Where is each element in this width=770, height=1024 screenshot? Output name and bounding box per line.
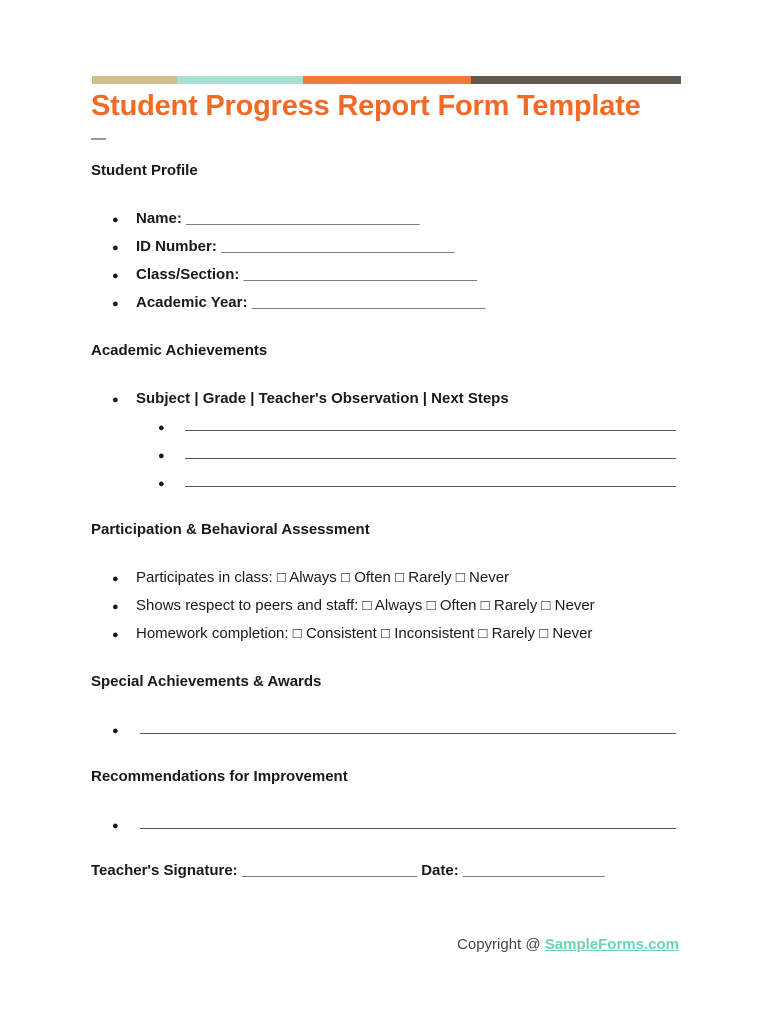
field-class-section[interactable]: Class/Section: ____________________________ — [136, 266, 478, 283]
recommendations-line[interactable] — [140, 828, 676, 829]
bullet-icon: ● — [112, 601, 119, 613]
academic-entry-line[interactable] — [185, 430, 676, 431]
footer-copyright — [457, 936, 679, 953]
signature-date-field[interactable]: Teacher's Signature: _____________________ Date: _________________ — [91, 862, 605, 879]
list-item-homework — [112, 625, 592, 642]
bullet-icon: ● — [112, 298, 119, 310]
bullet-icon: ● — [112, 725, 119, 737]
list-item-respect — [112, 597, 595, 614]
header-color-bar — [92, 76, 681, 84]
academic-entry-line[interactable] — [185, 458, 676, 459]
special-achievements-row — [112, 719, 676, 737]
section-heading-participation: Participation & Behavioral Assessment — [91, 521, 370, 538]
bullet-icon: ● — [112, 573, 119, 585]
participates-in-class-options[interactable]: Participates in class: □ Always □ Often □ Rarely □ Never — [136, 569, 510, 586]
list-item-name — [112, 210, 420, 227]
color-bar-segment — [303, 76, 471, 84]
special-achievements-line[interactable] — [140, 733, 676, 734]
list-item-participates — [112, 569, 509, 586]
shows-respect-options[interactable]: Shows respect to peers and staff: □ Always □ Often □ Rarely □ Never — [136, 597, 595, 614]
color-bar-segment — [92, 76, 177, 84]
section-heading-student-profile: Student Profile — [91, 162, 198, 179]
bullet-icon: ● — [112, 820, 119, 832]
sampleforms-link[interactable]: SampleForms.com — [544, 936, 679, 953]
bullet-icon: ● — [112, 629, 119, 641]
bullet-icon: ● — [112, 214, 119, 226]
field-id-number[interactable]: ID Number: ____________________________ — [136, 238, 455, 255]
field-name[interactable]: Name: ____________________________ — [136, 210, 420, 227]
bullet-icon: ● — [112, 394, 119, 406]
academic-entry-row — [158, 472, 676, 490]
title-dash: — — [91, 130, 106, 147]
academic-columns-label: Subject | Grade | Teacher's Observation | Next Steps — [136, 390, 509, 407]
bullet-icon: ● — [158, 478, 165, 490]
copyright-text: Copyright @ — [457, 936, 545, 953]
bullet-icon: ● — [112, 270, 119, 282]
color-bar-segment — [177, 76, 303, 84]
list-item-academic-columns — [112, 390, 509, 407]
page-title: Student Progress Report Form Template — [91, 90, 641, 122]
field-academic-year[interactable]: Academic Year: ____________________________ — [136, 294, 486, 311]
bullet-icon: ● — [112, 242, 119, 254]
recommendations-row — [112, 814, 676, 832]
bullet-icon: ● — [158, 450, 165, 462]
academic-entry-line[interactable] — [185, 486, 676, 487]
section-heading-academic-achievements: Academic Achievements — [91, 342, 268, 359]
color-bar-segment — [471, 76, 681, 84]
list-item-academic-year — [112, 294, 485, 311]
academic-entry-row — [158, 416, 676, 434]
academic-entry-row — [158, 444, 676, 462]
homework-completion-options[interactable]: Homework completion: □ Consistent □ Inconsistent □ Rarely □ Never — [136, 625, 593, 642]
list-item-class-section — [112, 266, 477, 283]
section-heading-special-achievements: Special Achievements & Awards — [91, 673, 322, 690]
bullet-icon: ● — [158, 422, 165, 434]
list-item-id-number — [112, 238, 455, 255]
section-heading-recommendations: Recommendations for Improvement — [91, 768, 348, 785]
